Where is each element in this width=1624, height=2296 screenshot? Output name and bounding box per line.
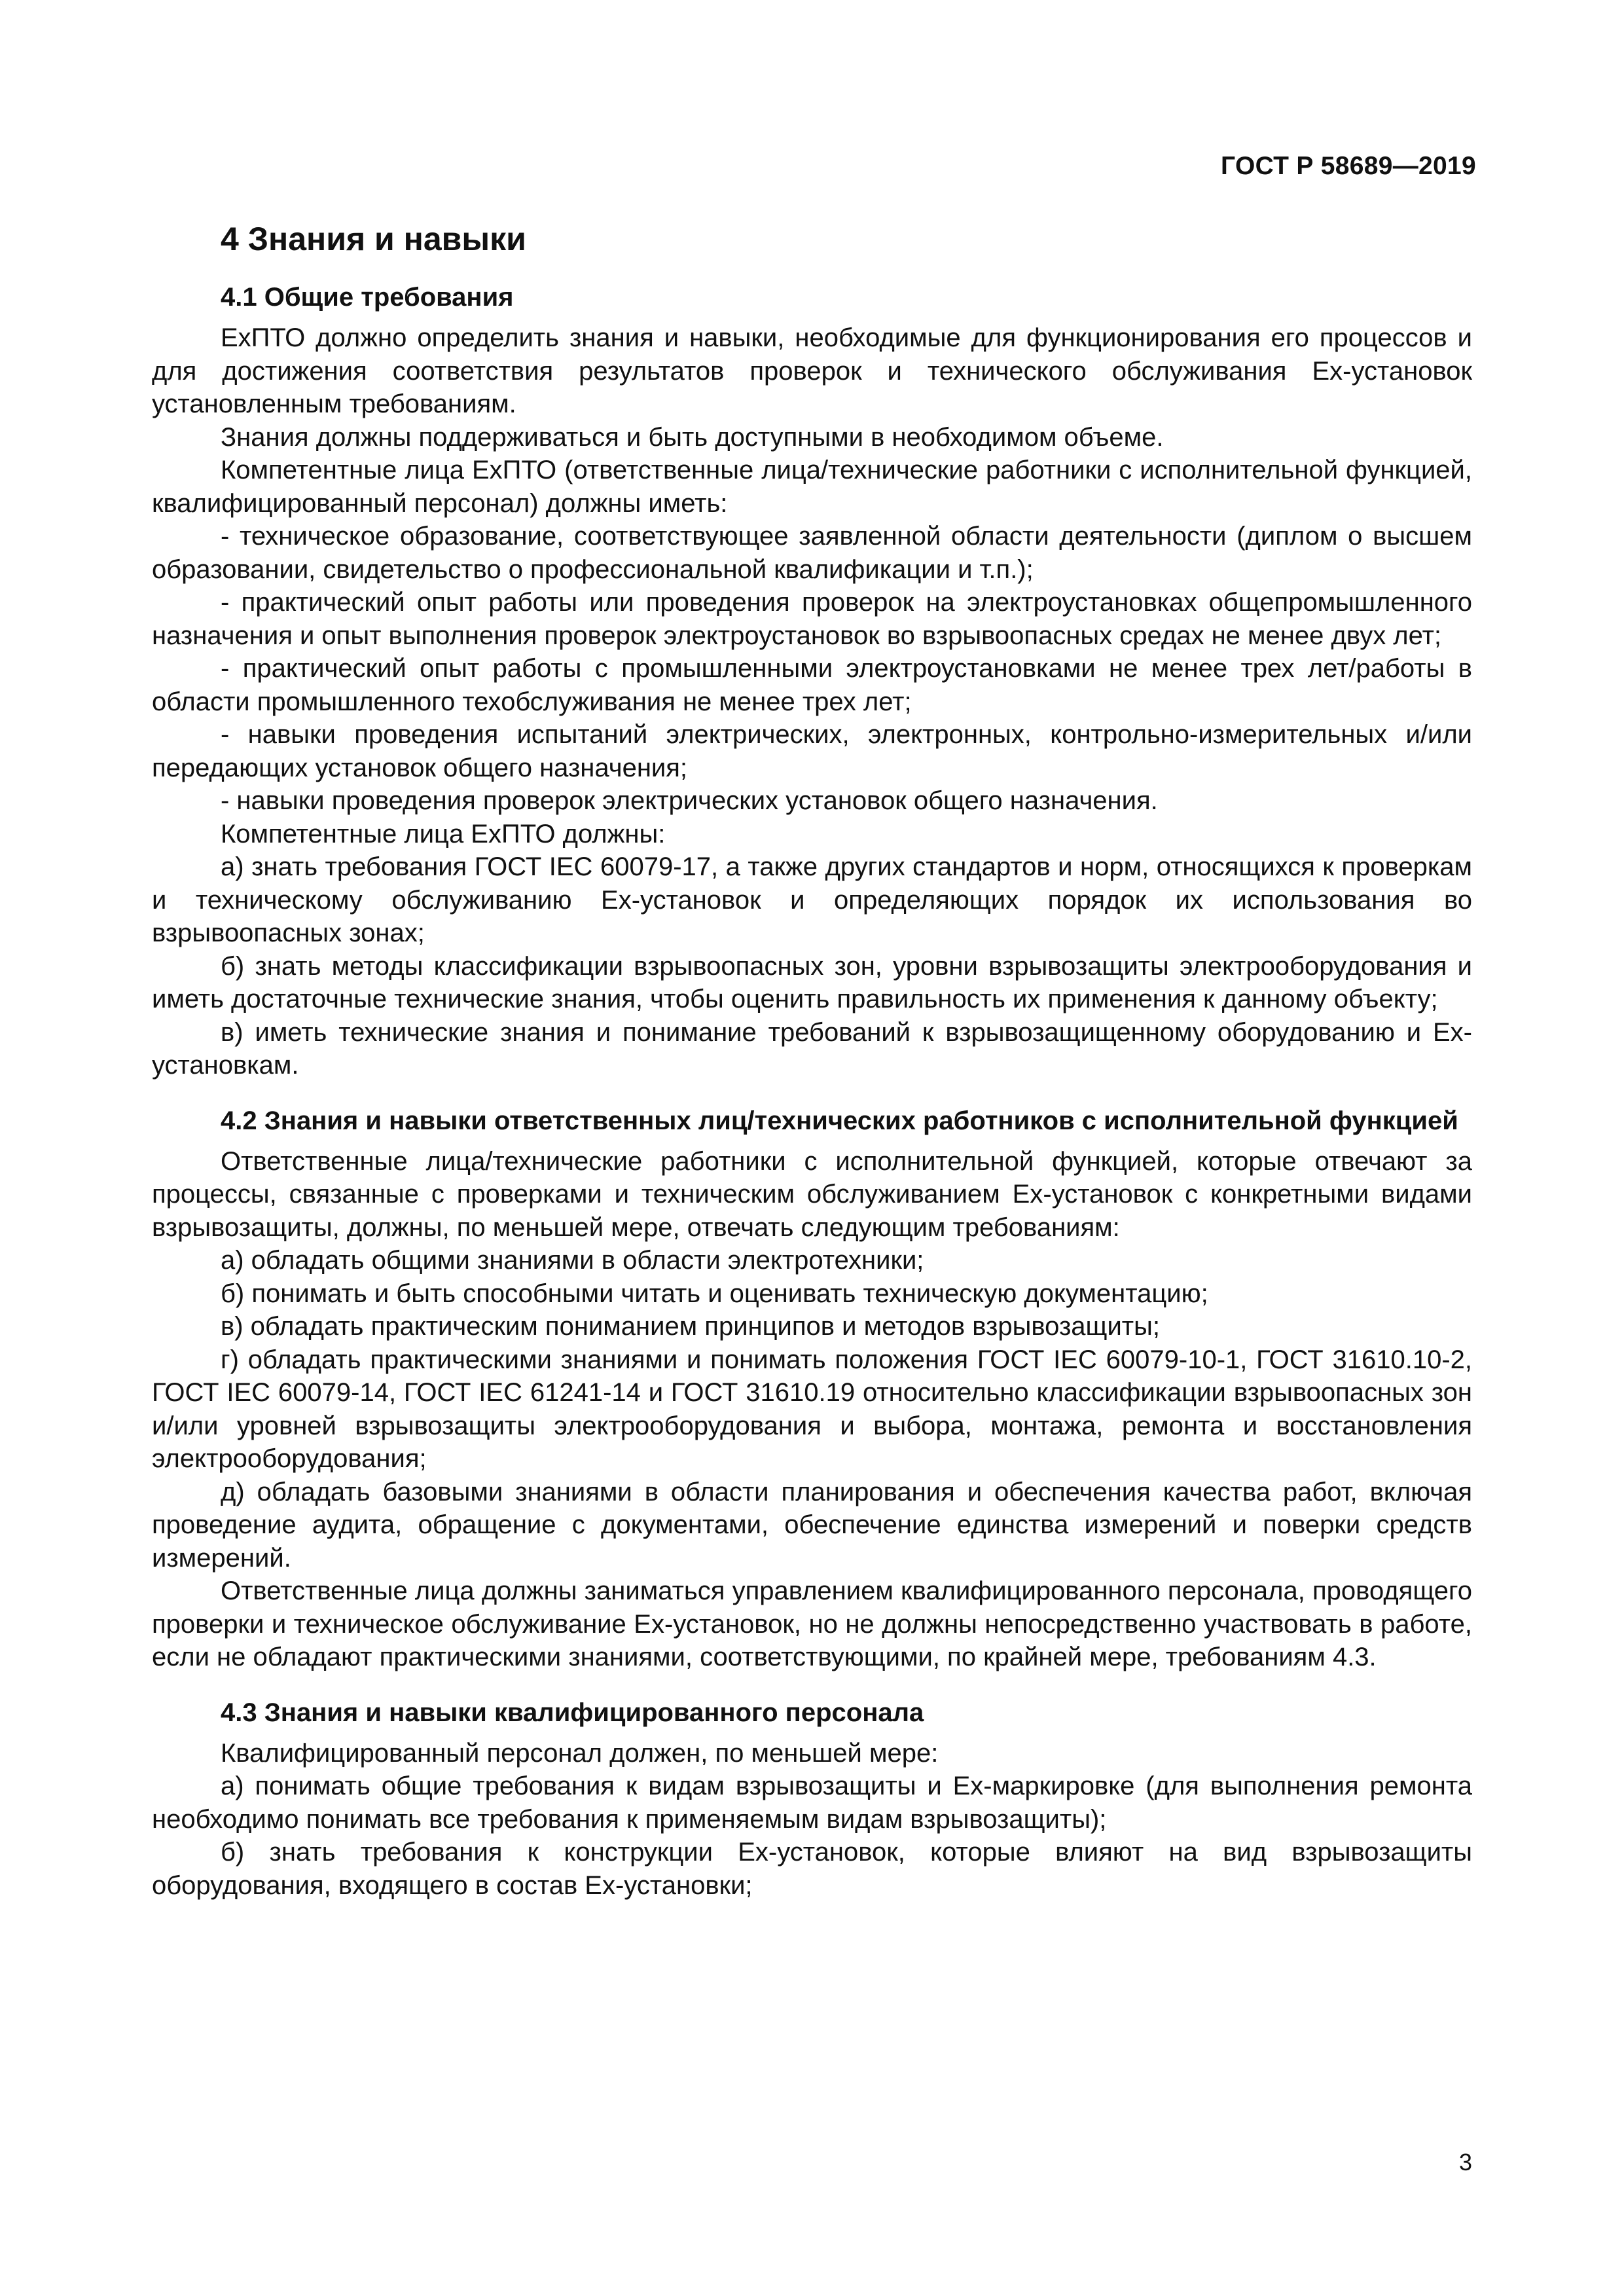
subsection-title-4-1: 4.1 Общие требования xyxy=(221,283,514,312)
list-item: - техническое образование, соответствующее заявленной области деятельности (диплом о высшем образовании, свидетельство о профессиональной квалификации и т.п.); xyxy=(152,522,1472,584)
list-item: а) знать требования ГОСТ IEC 60079-17, а также других стандартов и норм, относящихся к проверкам и техническому обслуживанию Ex-установок и определяющих порядок их использования во взрывоопасных зонах; xyxy=(152,852,1472,947)
list-item: б) знать требования к конструкции Ex-установок, которые влияют на вид взрывозащиты оборудования, входящего в состав Ex-установки; xyxy=(152,1838,1472,1900)
subsection-title-4-3: 4.3 Знания и навыки квалифицированного персонала xyxy=(221,1698,924,1727)
paragraph: Квалифицированный персонал должен, по меньшей мере: xyxy=(221,1738,939,1768)
paragraph: ExПТО должно определить знания и навыки, необходимые для функционирования его процессов и для достижения соответствия результатов проверок и технического обслуживания Ex-установок установленным требованиям. xyxy=(152,323,1472,418)
paragraph: Компетентные лица ExПТО (ответственные лица/технические работники с исполнительной функцией, квалифицированный персонал) должны иметь: xyxy=(152,456,1472,518)
list-item: а) понимать общие требования к видам взрывозащиты и Ex-маркировке (для выполнения ремонта необходимо понимать все требования к применяемым видам взрывозащиты); xyxy=(152,1772,1472,1834)
list-item: б) понимать и быть способными читать и оценивать техническую документацию; xyxy=(221,1279,1208,1308)
paragraph: Ответственные лица должны заниматься управлением квалифицированного персонала, проводящего проверки и техническое обслуживание Ex-установок, но не должны непосредственно участвовать в работе, если не обладают практическими знаниями, соответствующими, по крайней мере, требованиям 4.3. xyxy=(152,1576,1472,1671)
paragraph: Компетентные лица ExПТО должны: xyxy=(221,819,666,848)
list-item: - навыки проведения проверок электрических установок общего назначения. xyxy=(221,786,1158,815)
paragraph: Знания должны поддерживаться и быть доступными в необходимом объеме. xyxy=(221,422,1164,452)
paragraph: Ответственные лица/технические работники с исполнительной функцией, которые отвечают за процессы, связанные с проверками и техническим обслуживанием Ex-установок с конкретными видами взрывозащиты, должны, по меньшей мере, отвечать следующим требованиям: xyxy=(152,1146,1472,1242)
list-item: д) обладать базовыми знаниями в области планирования и обеспечения качества работ, включая проведение аудита, обращение с документами, обеспечение единства измерений и поверки средств измерений. xyxy=(152,1477,1472,1573)
list-item: в) обладать практическим пониманием принципов и методов взрывозащиты; xyxy=(221,1312,1160,1341)
list-item: а) обладать общими знаниями в области электротехники; xyxy=(221,1246,924,1275)
list-item: г) обладать практическими знаниями и понимать положения ГОСТ IEC 60079-10-1, ГОСТ 31610.10-2, ГОСТ IEC 60079-14, ГОСТ IEC 61241-14 и ГОСТ 31610.19 относительно классификации взрывоопасных зон и/или уровней взрывозащиты электрооборудования и выбора, монтажа, ремонта и восстановления электрооборудования; xyxy=(152,1345,1472,1473)
section-title: 4 Знания и навыки xyxy=(221,221,526,257)
list-item: - практический опыт работы или проведения проверок на электроустановках общепромышленного назначения и опыт выполнения проверок электроустановок во взрывоопасных средах не менее двух лет; xyxy=(152,588,1472,650)
document-body xyxy=(152,219,1472,1902)
page-number: 3 xyxy=(1458,2149,1472,2176)
list-item: б) знать методы классификации взрывоопасных зон, уровни взрывозащиты электрооборудования и иметь достаточные технические знания, чтобы оценить правильность их применения к данному объекту; xyxy=(152,951,1472,1013)
subsection-title-4-2: 4.2 Знания и навыки ответственных лиц/технических работников с исполнительной функцией xyxy=(221,1106,1458,1135)
list-item: - навыки проведения испытаний электрических, электронных, контрольно-измерительных и/или передающих установок общего назначения; xyxy=(152,720,1472,782)
document-code: ГОСТ Р 58689—2019 xyxy=(1221,152,1476,180)
list-item: - практический опыт работы с промышленными электроустановками не менее трех лет/работы в области промышленного техобслуживания не менее трех лет; xyxy=(152,654,1472,716)
list-item: в) иметь технические знания и понимание требований к взрывозащищенному оборудованию и Ex-установкам. xyxy=(152,1017,1472,1080)
